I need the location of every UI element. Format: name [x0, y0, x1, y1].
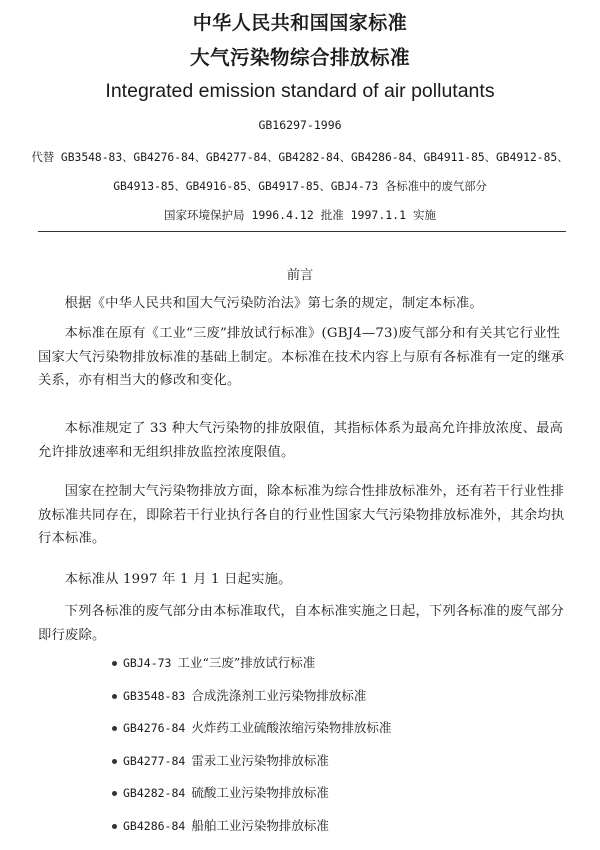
standard-code: GB4282-84	[123, 785, 185, 801]
foreword-paragraph-4: 国家在控制大气污染物排放方面，除本标准为综合性排放标准外，还有若干行业性排放标准共同存在，即除若干行业执行各自的行业性国家大气污染物排放标准外，其余均执行本标准。	[38, 480, 568, 551]
replaces-line-2: GB4913-85、GB4916-85、GB4917-85、GBJ4-73 各标准中的废气部分	[0, 178, 600, 194]
list-item	[112, 720, 391, 753]
standard-code: GBJ4-73	[123, 655, 171, 671]
title-cn-national-standard: 中华人民共和国国家标准	[0, 8, 600, 35]
list-item	[112, 818, 391, 850]
standard-code: GB16297-1996	[0, 118, 600, 132]
standard-name: 工业“三废”排放试行标准	[177, 655, 315, 671]
title-en: Integrated emission standard of air pollutants	[0, 80, 600, 103]
foreword-paragraph-1: 根据《中华人民共和国大气污染防治法》第七条的规定，制定本标准。	[38, 292, 568, 316]
bullet-icon	[112, 759, 117, 764]
standard-name: 船舶工业污染物排放标准	[191, 818, 329, 834]
foreword-heading: 前言	[0, 264, 600, 283]
foreword-paragraph-6: 下列各标准的废气部分由本标准取代，自本标准实施之日起，下列各标准的废气部分即行废除。	[38, 600, 568, 647]
list-item	[112, 753, 391, 786]
replaces-line-1: 代替 GB3548-83、GB4276-84、GB4277-84、GB4282-84、GB4286-84、GB4911-85、GB4912-85、	[0, 149, 600, 165]
list-item	[112, 655, 391, 688]
standard-name: 雷汞工业污染物排放标准	[191, 753, 329, 769]
list-item	[112, 785, 391, 818]
standard-name: 火炸药工业硫酸浓缩污染物排放标准	[191, 720, 391, 736]
foreword-paragraph-5: 本标准从 1997 年 1 月 1 日起实施。	[38, 568, 568, 592]
standard-code: GB4276-84	[123, 720, 185, 736]
standard-name: 合成洗涤剂工业污染物排放标准	[191, 688, 366, 704]
standard-code: GB3548-83	[123, 688, 185, 704]
approval-line: 国家环境保护局 1996.4.12 批准 1997.1.1 实施	[0, 207, 600, 223]
standard-code: GB4286-84	[123, 818, 185, 834]
foreword-paragraph-2: 本标准在原有《工业“三废”排放试行标准》(GBJ4—73)废气部分和有关其它行业性国家大气污染物排放标准的基础上制定。本标准在技术内容上与原有各标准有一定的继承关系，亦有相当大的修改和变化。	[38, 322, 568, 393]
foreword-paragraph-3: 本标准规定了 33 种大气污染物的排放限值，其指标体系为最高允许排放浓度、最高允许排放速率和无组织排放监控浓度限值。	[38, 417, 568, 464]
header-divider	[38, 231, 566, 232]
bullet-icon	[112, 726, 117, 731]
bullet-icon	[112, 661, 117, 666]
replaced-standards-list	[112, 655, 391, 850]
list-item	[112, 688, 391, 721]
bullet-icon	[112, 791, 117, 796]
standard-name: 硫酸工业污染物排放标准	[191, 785, 329, 801]
standard-code: GB4277-84	[123, 753, 185, 769]
title-cn-standard-name: 大气污染物综合排放标准	[0, 42, 600, 70]
bullet-icon	[112, 824, 117, 829]
bullet-icon	[112, 694, 117, 699]
